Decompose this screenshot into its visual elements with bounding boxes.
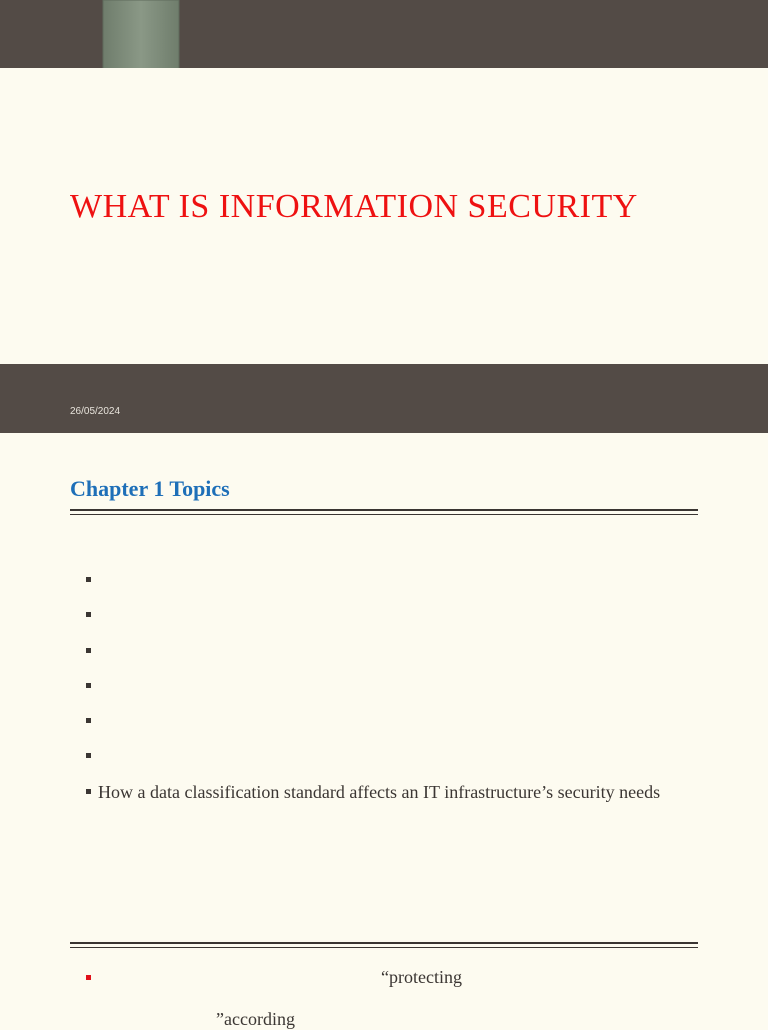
- footer-band: [0, 364, 768, 433]
- bullet-icon: [86, 683, 91, 688]
- list-item: [86, 598, 726, 633]
- topics-list: [86, 563, 726, 810]
- quote-fragment-2: ”according: [216, 1009, 295, 1029]
- next-slide-rule-thick: [70, 942, 698, 944]
- list-item: How a data classification standard affects an IT infrastructure’s security needs: [86, 775, 726, 810]
- heading-rule-thin: [70, 514, 698, 515]
- bullet-icon: [86, 789, 91, 794]
- red-bullet-icon: [86, 975, 91, 980]
- list-item: [86, 634, 726, 669]
- list-item: [86, 669, 726, 704]
- list-item: [86, 704, 726, 739]
- topics-heading: Chapter 1 Topics: [70, 476, 230, 501]
- next-slide-rule-thin: [70, 947, 698, 948]
- quote-fragment: “protecting: [381, 967, 462, 987]
- bullet-icon: [86, 612, 91, 617]
- bullet-icon: [86, 577, 91, 582]
- bullet-icon: [86, 753, 91, 758]
- slide-date: 26/05/2024: [70, 406, 121, 417]
- slide-title: WHAT IS INFORMATION SECURITY: [70, 188, 638, 225]
- list-item: [86, 563, 726, 598]
- heading-rule-thick: [70, 509, 698, 511]
- bullet-icon: [86, 648, 91, 653]
- bullet-icon: [86, 718, 91, 723]
- list-item: [86, 739, 726, 774]
